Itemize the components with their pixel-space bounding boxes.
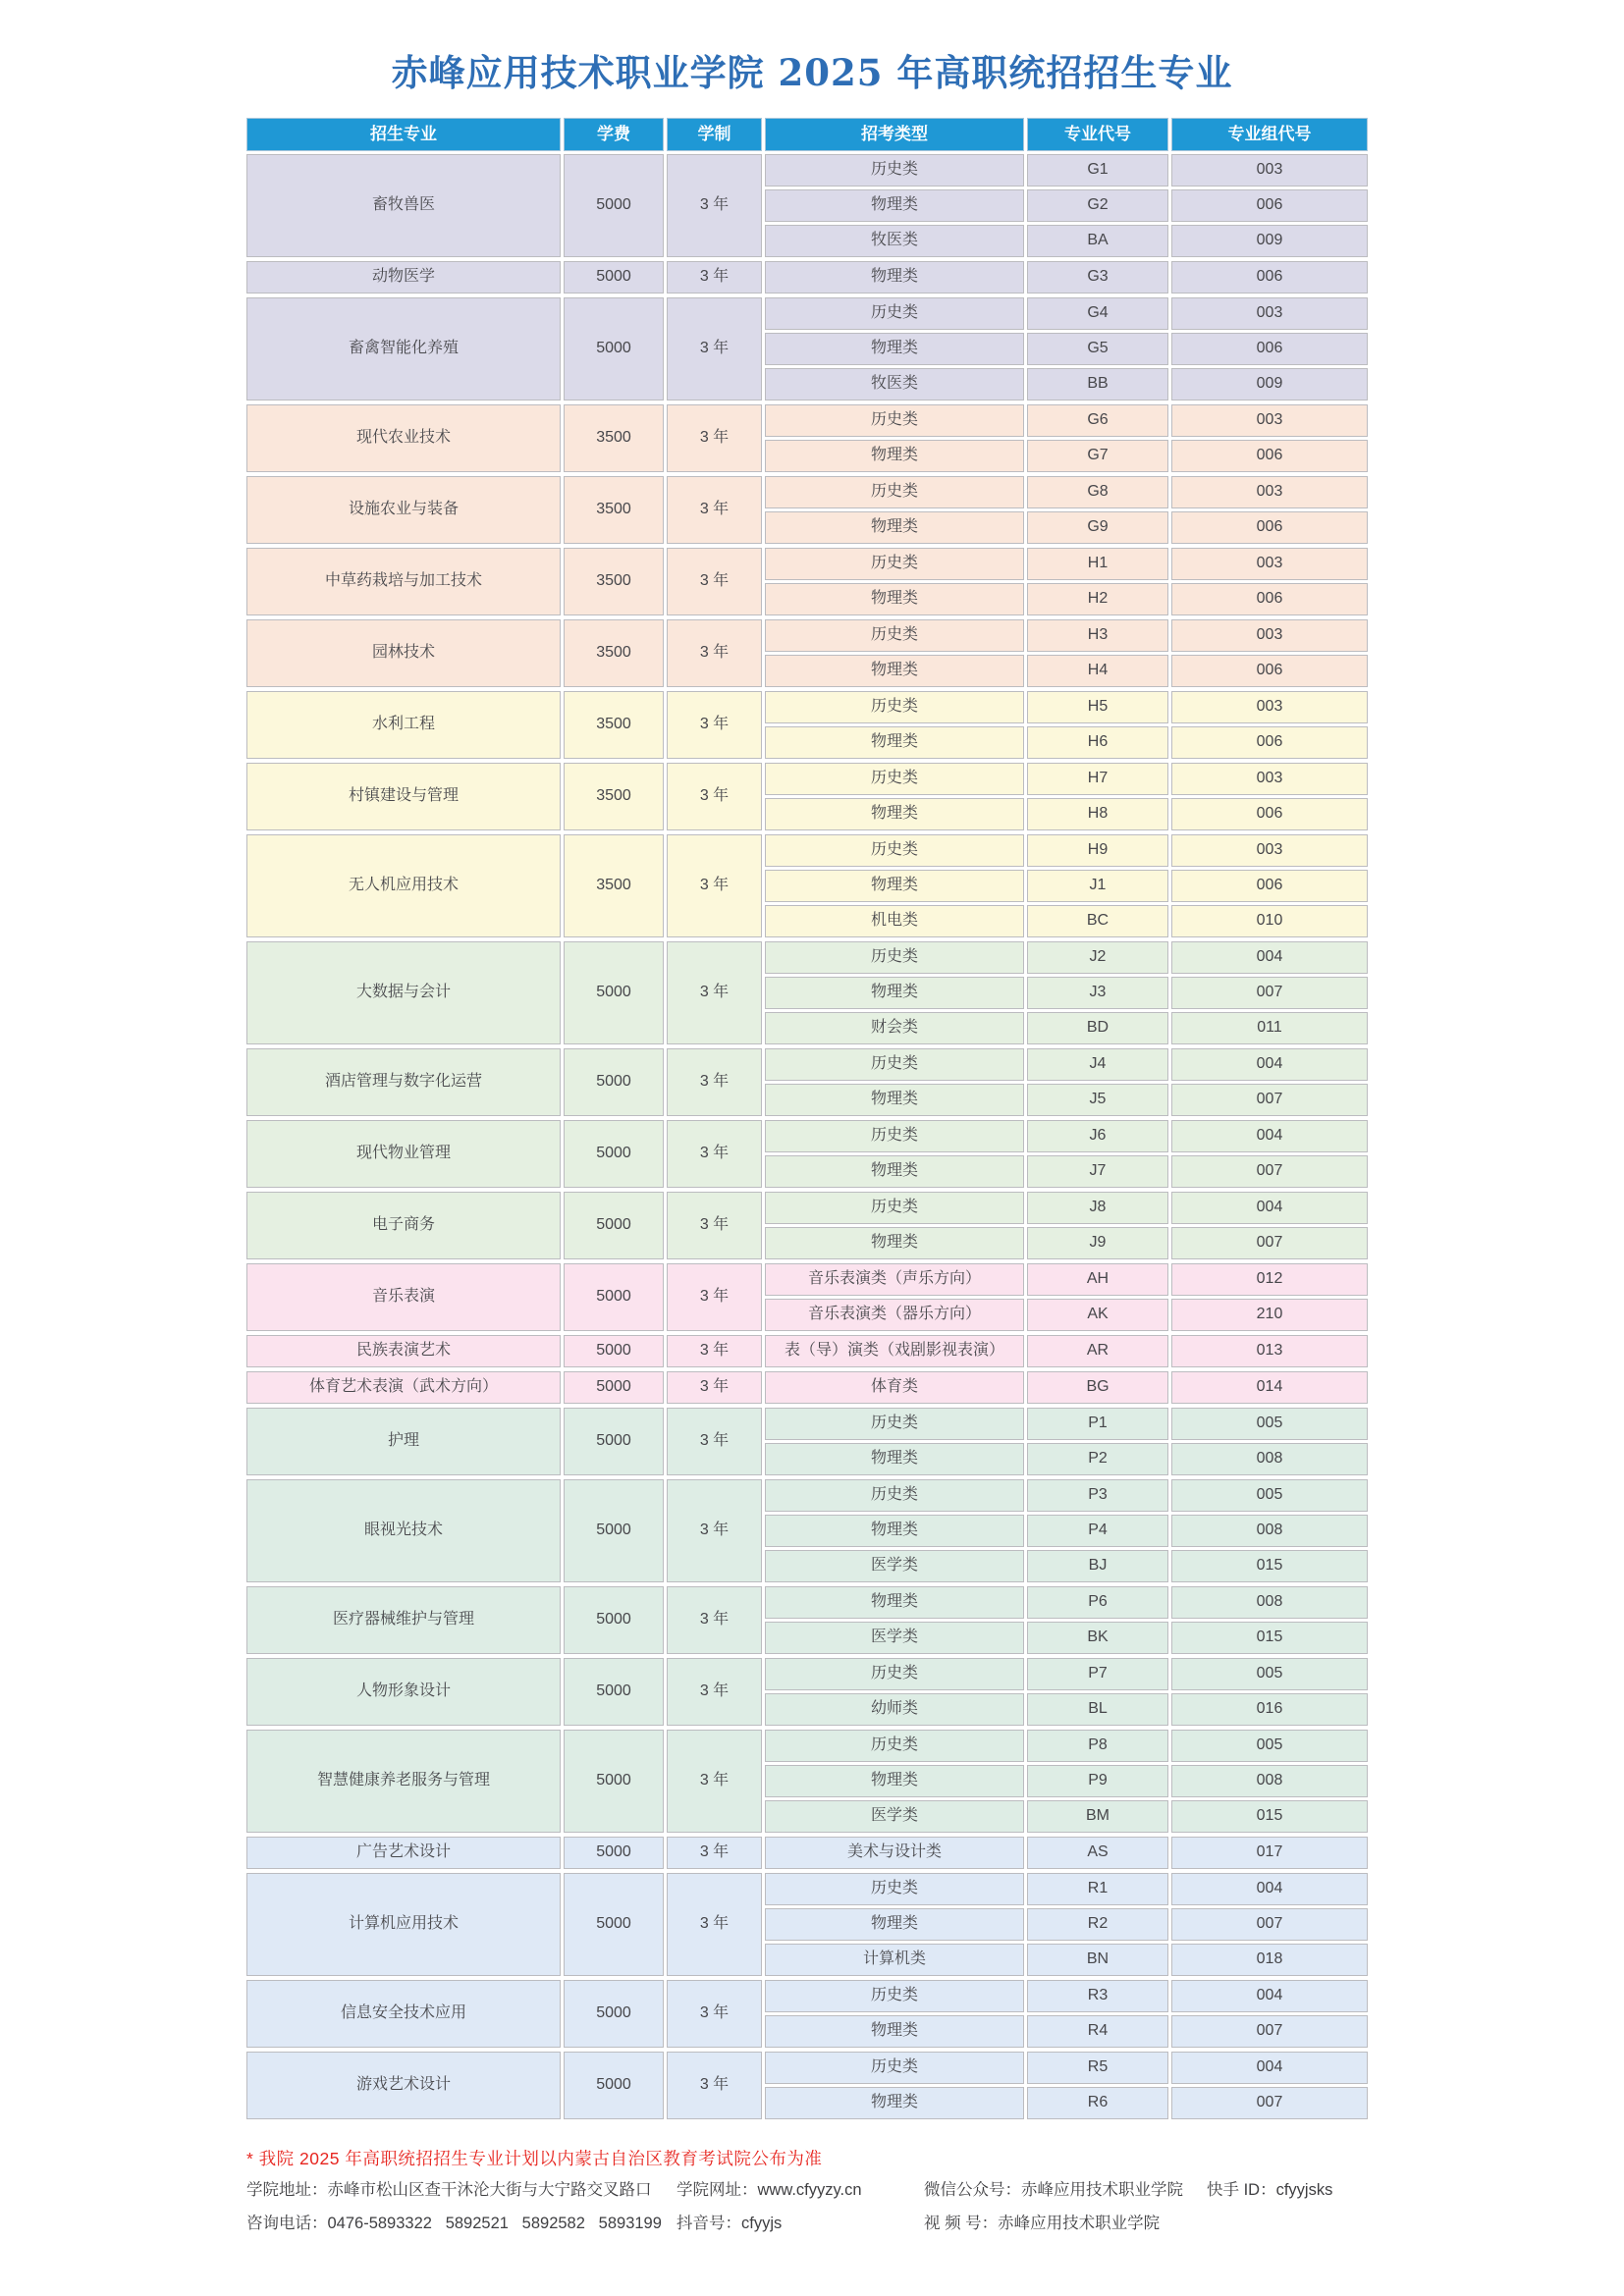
duration-cell: 3 年: [667, 1586, 762, 1654]
exam-type-cell: 物理类: [765, 1443, 1024, 1475]
major-code-cell: AH: [1027, 1263, 1168, 1296]
group-code-cell: 004: [1171, 1192, 1368, 1224]
fee-cell: 3500: [564, 476, 664, 544]
major-code-cell: J7: [1027, 1155, 1168, 1188]
fee-cell: 5000: [564, 1408, 664, 1475]
header-group-code: 专业组代号: [1171, 118, 1368, 151]
fee-cell: 5000: [564, 2052, 664, 2119]
major-code-cell: G3: [1027, 261, 1168, 294]
exam-type-cell: 表（导）演类（戏剧影视表演）: [765, 1335, 1024, 1367]
major-group: [246, 2052, 1371, 2119]
duration-cell: 3 年: [667, 476, 762, 544]
major-group: [246, 1873, 1371, 1976]
major-name-cell: 智慧健康养老服务与管理: [246, 1730, 561, 1833]
exam-type-cell: 计算机类: [765, 1944, 1024, 1976]
duration-cell: 3 年: [667, 2052, 762, 2119]
group-code-cell: 006: [1171, 798, 1368, 830]
exam-type-cell: 历史类: [765, 548, 1024, 580]
group-code-cell: 005: [1171, 1479, 1368, 1512]
group-code-cell: 012: [1171, 1263, 1368, 1296]
major-code-cell: BL: [1027, 1693, 1168, 1726]
exam-type-cell: 物理类: [765, 2015, 1024, 2048]
exam-type-cell: 财会类: [765, 1012, 1024, 1044]
group-code-cell: 014: [1171, 1371, 1368, 1404]
major-group: [246, 1263, 1371, 1331]
major-code-cell: P2: [1027, 1443, 1168, 1475]
major-code-cell: J1: [1027, 870, 1168, 902]
douyin-id: 抖音号：cfyyjs: [677, 2215, 783, 2232]
major-code-cell: R6: [1027, 2087, 1168, 2119]
major-code-cell: BB: [1027, 368, 1168, 400]
major-code-cell: R2: [1027, 1908, 1168, 1941]
major-name-cell: 畜牧兽医: [246, 154, 561, 257]
exam-type-cell: 历史类: [765, 1120, 1024, 1152]
major-code-cell: P6: [1027, 1586, 1168, 1619]
group-code-cell: 008: [1171, 1765, 1368, 1797]
exam-type-cell: 历史类: [765, 1192, 1024, 1224]
exam-type-cell: 历史类: [765, 1658, 1024, 1690]
major-group: [246, 1837, 1371, 1869]
major-code-cell: P7: [1027, 1658, 1168, 1690]
major-group: [246, 1192, 1371, 1259]
group-code-cell: 004: [1171, 1980, 1368, 2012]
major-group: [246, 1586, 1371, 1654]
duration-cell: 3 年: [667, 1658, 762, 1726]
fee-cell: 5000: [564, 941, 664, 1044]
major-group: [246, 1980, 1371, 2048]
group-code-cell: 004: [1171, 941, 1368, 974]
fee-cell: 5000: [564, 1479, 664, 1582]
major-code-cell: H2: [1027, 583, 1168, 615]
group-code-cell: 017: [1171, 1837, 1368, 1869]
major-group: [246, 1371, 1371, 1404]
fee-cell: 3500: [564, 691, 664, 759]
major-code-cell: H7: [1027, 763, 1168, 795]
admission-table: [246, 118, 1371, 2123]
group-code-cell: 008: [1171, 1586, 1368, 1619]
major-code-cell: J8: [1027, 1192, 1168, 1224]
exam-type-cell: 历史类: [765, 1408, 1024, 1440]
major-code-cell: P3: [1027, 1479, 1168, 1512]
major-name-cell: 水利工程: [246, 691, 561, 759]
fee-cell: 5000: [564, 1586, 664, 1654]
exam-type-cell: 物理类: [765, 261, 1024, 294]
exam-type-cell: 历史类: [765, 1873, 1024, 1905]
major-name-cell: 计算机应用技术: [246, 1873, 561, 1976]
exam-type-cell: 物理类: [765, 2087, 1024, 2119]
exam-type-cell: 医学类: [765, 1800, 1024, 1833]
major-code-cell: G9: [1027, 511, 1168, 544]
major-code-cell: G6: [1027, 404, 1168, 437]
group-code-cell: 007: [1171, 1084, 1368, 1116]
group-code-cell: 005: [1171, 1658, 1368, 1690]
major-code-cell: J9: [1027, 1227, 1168, 1259]
duration-cell: 3 年: [667, 261, 762, 294]
major-code-cell: H1: [1027, 548, 1168, 580]
major-code-cell: R3: [1027, 1980, 1168, 2012]
major-name-cell: 民族表演艺术: [246, 1335, 561, 1367]
group-code-cell: 007: [1171, 1227, 1368, 1259]
group-code-cell: 008: [1171, 1515, 1368, 1547]
major-name-cell: 医疗器械维护与管理: [246, 1586, 561, 1654]
major-code-cell: P8: [1027, 1730, 1168, 1762]
major-code-cell: AR: [1027, 1335, 1168, 1367]
fee-cell: 3500: [564, 763, 664, 830]
major-code-cell: BG: [1027, 1371, 1168, 1404]
major-group: [246, 548, 1371, 615]
fee-cell: 5000: [564, 154, 664, 257]
group-code-cell: 006: [1171, 583, 1368, 615]
exam-type-cell: 物理类: [765, 1908, 1024, 1941]
duration-cell: 3 年: [667, 941, 762, 1044]
exam-type-cell: 物理类: [765, 1084, 1024, 1116]
exam-type-cell: 历史类: [765, 476, 1024, 508]
major-code-cell: P1: [1027, 1408, 1168, 1440]
group-code-cell: 007: [1171, 2015, 1368, 2048]
major-code-cell: BJ: [1027, 1550, 1168, 1582]
duration-cell: 3 年: [667, 1408, 762, 1475]
group-code-cell: 006: [1171, 261, 1368, 294]
group-code-cell: 005: [1171, 1730, 1368, 1762]
fee-cell: 5000: [564, 1263, 664, 1331]
major-code-cell: BN: [1027, 1944, 1168, 1976]
group-code-cell: 005: [1171, 1408, 1368, 1440]
exam-type-cell: 音乐表演类（器乐方向）: [765, 1299, 1024, 1331]
exam-type-cell: 物理类: [765, 583, 1024, 615]
major-name-cell: 大数据与会计: [246, 941, 561, 1044]
group-code-cell: 006: [1171, 333, 1368, 365]
major-name-cell: 广告艺术设计: [246, 1837, 561, 1869]
major-code-cell: BC: [1027, 905, 1168, 937]
major-group: [246, 261, 1371, 294]
contact-empty: [1207, 2205, 1395, 2238]
exam-type-cell: 物理类: [765, 977, 1024, 1009]
group-code-cell: 007: [1171, 977, 1368, 1009]
duration-cell: 3 年: [667, 763, 762, 830]
fee-cell: 5000: [564, 1192, 664, 1259]
exam-type-cell: 历史类: [765, 297, 1024, 330]
major-code-cell: H5: [1027, 691, 1168, 723]
college-website: 学院网址：www.cfyyzy.cn: [677, 2181, 862, 2199]
major-code-cell: AK: [1027, 1299, 1168, 1331]
exam-type-cell: 音乐表演类（声乐方向）: [765, 1263, 1024, 1296]
duration-cell: 3 年: [667, 1873, 762, 1976]
group-code-cell: 006: [1171, 726, 1368, 759]
header-fee: 学费: [564, 118, 664, 151]
table-body: [246, 154, 1371, 2119]
major-code-cell: J3: [1027, 977, 1168, 1009]
fee-cell: 5000: [564, 1371, 664, 1404]
group-code-cell: 003: [1171, 691, 1368, 723]
exam-type-cell: 医学类: [765, 1622, 1024, 1654]
exam-type-cell: 机电类: [765, 905, 1024, 937]
fee-cell: 5000: [564, 1837, 664, 1869]
group-code-cell: 003: [1171, 619, 1368, 652]
group-code-cell: 015: [1171, 1800, 1368, 1833]
major-group: [246, 1335, 1371, 1367]
major-code-cell: G5: [1027, 333, 1168, 365]
group-code-cell: 004: [1171, 1873, 1368, 1905]
table-header-row: [246, 118, 1371, 151]
major-code-cell: R5: [1027, 2052, 1168, 2084]
duration-cell: 3 年: [667, 1192, 762, 1259]
fee-cell: 3500: [564, 404, 664, 472]
duration-cell: 3 年: [667, 619, 762, 687]
major-code-cell: R4: [1027, 2015, 1168, 2048]
group-code-cell: 015: [1171, 1622, 1368, 1654]
major-group: [246, 619, 1371, 687]
wechat-official-account: 微信公众号：赤峰应用技术职业学院: [924, 2181, 1183, 2199]
major-code-cell: H6: [1027, 726, 1168, 759]
exam-type-cell: 历史类: [765, 941, 1024, 974]
group-code-cell: 009: [1171, 225, 1368, 257]
major-name-cell: 电子商务: [246, 1192, 561, 1259]
major-code-cell: G2: [1027, 189, 1168, 222]
major-code-cell: G8: [1027, 476, 1168, 508]
major-group: [246, 1048, 1371, 1116]
duration-cell: 3 年: [667, 1263, 762, 1331]
duration-cell: 3 年: [667, 1048, 762, 1116]
group-code-cell: 007: [1171, 1155, 1368, 1188]
group-code-cell: 003: [1171, 404, 1368, 437]
major-name-cell: 酒店管理与数字化运营: [246, 1048, 561, 1116]
major-group: [246, 1408, 1371, 1475]
group-code-cell: 010: [1171, 905, 1368, 937]
major-name-cell: 动物医学: [246, 261, 561, 294]
group-code-cell: 003: [1171, 834, 1368, 867]
major-group: [246, 1479, 1371, 1582]
exam-type-cell: 物理类: [765, 189, 1024, 222]
duration-cell: 3 年: [667, 1335, 762, 1367]
duration-cell: 3 年: [667, 1371, 762, 1404]
header-duration: 学制: [667, 118, 762, 151]
exam-type-cell: 物理类: [765, 511, 1024, 544]
exam-type-cell: 历史类: [765, 1048, 1024, 1081]
group-code-cell: 015: [1171, 1550, 1368, 1582]
major-code-cell: BM: [1027, 1800, 1168, 1833]
group-code-cell: 003: [1171, 297, 1368, 330]
major-group: [246, 154, 1371, 257]
duration-cell: 3 年: [667, 1479, 762, 1582]
header-exam-type: 招考类型: [765, 118, 1024, 151]
fee-cell: 3500: [564, 548, 664, 615]
group-code-cell: 003: [1171, 476, 1368, 508]
exam-type-cell: 历史类: [765, 1479, 1024, 1512]
major-code-cell: BK: [1027, 1622, 1168, 1654]
plan-disclaimer-note: * 我院 2025 年高职统招招生专业计划以内蒙古自治区教育考试院公布为准: [246, 2149, 823, 2168]
group-code-cell: 006: [1171, 870, 1368, 902]
duration-cell: 3 年: [667, 297, 762, 400]
group-code-cell: 013: [1171, 1335, 1368, 1367]
exam-type-cell: 历史类: [765, 834, 1024, 867]
major-code-cell: J6: [1027, 1120, 1168, 1152]
major-name-cell: 体育艺术表演（武术方向）: [246, 1371, 561, 1404]
fee-cell: 3500: [564, 834, 664, 937]
major-code-cell: BA: [1027, 225, 1168, 257]
group-code-cell: 004: [1171, 1120, 1368, 1152]
duration-cell: 3 年: [667, 1837, 762, 1869]
fee-cell: 5000: [564, 1658, 664, 1726]
duration-cell: 3 年: [667, 691, 762, 759]
exam-type-cell: 历史类: [765, 2052, 1024, 2084]
major-name-cell: 护理: [246, 1408, 561, 1475]
duration-cell: 3 年: [667, 154, 762, 257]
major-name-cell: 游戏艺术设计: [246, 2052, 561, 2119]
group-code-cell: 004: [1171, 2052, 1368, 2084]
major-name-cell: 现代农业技术: [246, 404, 561, 472]
major-code-cell: H3: [1027, 619, 1168, 652]
major-group: [246, 834, 1371, 937]
group-code-cell: 018: [1171, 1944, 1368, 1976]
major-code-cell: R1: [1027, 1873, 1168, 1905]
major-name-cell: 信息安全技术应用: [246, 1980, 561, 2048]
fee-cell: 5000: [564, 261, 664, 294]
duration-cell: 3 年: [667, 834, 762, 937]
exam-type-cell: 物理类: [765, 1765, 1024, 1797]
major-code-cell: H4: [1027, 655, 1168, 687]
major-name-cell: 村镇建设与管理: [246, 763, 561, 830]
exam-type-cell: 物理类: [765, 1515, 1024, 1547]
major-code-cell: P9: [1027, 1765, 1168, 1797]
major-code-cell: J4: [1027, 1048, 1168, 1081]
major-name-cell: 畜禽智能化养殖: [246, 297, 561, 400]
exam-type-cell: 历史类: [765, 404, 1024, 437]
fee-cell: 5000: [564, 1335, 664, 1367]
exam-type-cell: 物理类: [765, 333, 1024, 365]
major-code-cell: J2: [1027, 941, 1168, 974]
exam-type-cell: 幼师类: [765, 1693, 1024, 1726]
major-name-cell: 音乐表演: [246, 1263, 561, 1331]
exam-type-cell: 美术与设计类: [765, 1837, 1024, 1869]
contact-info: [246, 2171, 1395, 2238]
major-code-cell: H8: [1027, 798, 1168, 830]
duration-cell: 3 年: [667, 1980, 762, 2048]
exam-type-cell: 物理类: [765, 1155, 1024, 1188]
group-code-cell: 003: [1171, 154, 1368, 187]
group-code-cell: 003: [1171, 548, 1368, 580]
group-code-cell: 016: [1171, 1693, 1368, 1726]
exam-type-cell: 医学类: [765, 1550, 1024, 1582]
major-code-cell: G7: [1027, 440, 1168, 472]
group-code-cell: 004: [1171, 1048, 1368, 1081]
exam-type-cell: 历史类: [765, 691, 1024, 723]
group-code-cell: 011: [1171, 1012, 1368, 1044]
group-code-cell: 006: [1171, 655, 1368, 687]
exam-type-cell: 体育类: [765, 1371, 1024, 1404]
college-address: 学院地址：赤峰市松山区查干沐沦大街与大宁路交叉路口: [246, 2181, 652, 2199]
duration-cell: 3 年: [667, 404, 762, 472]
kuaishou-id: 快手 ID：cfyyjsks: [1207, 2181, 1333, 2199]
consult-phone: 咨询电话：0476-5893322 5892521 5892582 5893199: [246, 2215, 662, 2232]
fee-cell: 5000: [564, 1048, 664, 1116]
group-code-cell: 008: [1171, 1443, 1368, 1475]
exam-type-cell: 历史类: [765, 154, 1024, 187]
header-major: 招生专业: [246, 118, 561, 151]
fee-cell: 5000: [564, 297, 664, 400]
header-major-code: 专业代号: [1027, 118, 1168, 151]
major-name-cell: 设施农业与装备: [246, 476, 561, 544]
major-name-cell: 园林技术: [246, 619, 561, 687]
exam-type-cell: 历史类: [765, 1730, 1024, 1762]
major-code-cell: AS: [1027, 1837, 1168, 1869]
page-title: 赤峰应用技术职业学院 2025 年高职统招招生专业: [391, 51, 1233, 94]
group-code-cell: 210: [1171, 1299, 1368, 1331]
major-group: [246, 691, 1371, 759]
major-group: [246, 297, 1371, 400]
major-name-cell: 人物形象设计: [246, 1658, 561, 1726]
fee-cell: 3500: [564, 619, 664, 687]
major-code-cell: H9: [1027, 834, 1168, 867]
major-code-cell: G4: [1027, 297, 1168, 330]
group-code-cell: 003: [1171, 763, 1368, 795]
duration-cell: 3 年: [667, 548, 762, 615]
exam-type-cell: 物理类: [765, 655, 1024, 687]
major-name-cell: 无人机应用技术: [246, 834, 561, 937]
major-group: [246, 1658, 1371, 1726]
major-code-cell: P4: [1027, 1515, 1168, 1547]
exam-type-cell: 物理类: [765, 1227, 1024, 1259]
exam-type-cell: 牧医类: [765, 225, 1024, 257]
exam-type-cell: 牧医类: [765, 368, 1024, 400]
exam-type-cell: 物理类: [765, 870, 1024, 902]
major-code-cell: J5: [1027, 1084, 1168, 1116]
duration-cell: 3 年: [667, 1730, 762, 1833]
exam-type-cell: 物理类: [765, 798, 1024, 830]
major-group: [246, 941, 1371, 1044]
major-group: [246, 1730, 1371, 1833]
major-group: [246, 404, 1371, 472]
group-code-cell: 006: [1171, 511, 1368, 544]
exam-type-cell: 历史类: [765, 1980, 1024, 2012]
group-code-cell: 007: [1171, 1908, 1368, 1941]
major-group: [246, 1120, 1371, 1188]
group-code-cell: 006: [1171, 440, 1368, 472]
major-code-cell: BD: [1027, 1012, 1168, 1044]
major-group: [246, 763, 1371, 830]
exam-type-cell: 历史类: [765, 619, 1024, 652]
major-group: [246, 476, 1371, 544]
fee-cell: 5000: [564, 1730, 664, 1833]
exam-type-cell: 物理类: [765, 440, 1024, 472]
group-code-cell: 007: [1171, 2087, 1368, 2119]
exam-type-cell: 物理类: [765, 726, 1024, 759]
major-name-cell: 现代物业管理: [246, 1120, 561, 1188]
video-account: 视 频 号：赤峰应用技术职业学院: [924, 2215, 1161, 2232]
group-code-cell: 006: [1171, 189, 1368, 222]
fee-cell: 5000: [564, 1873, 664, 1976]
group-code-cell: 009: [1171, 368, 1368, 400]
fee-cell: 5000: [564, 1120, 664, 1188]
major-name-cell: 中草药栽培与加工技术: [246, 548, 561, 615]
major-code-cell: G1: [1027, 154, 1168, 187]
fee-cell: 5000: [564, 1980, 664, 2048]
exam-type-cell: 物理类: [765, 1586, 1024, 1619]
major-name-cell: 眼视光技术: [246, 1479, 561, 1582]
exam-type-cell: 历史类: [765, 763, 1024, 795]
duration-cell: 3 年: [667, 1120, 762, 1188]
